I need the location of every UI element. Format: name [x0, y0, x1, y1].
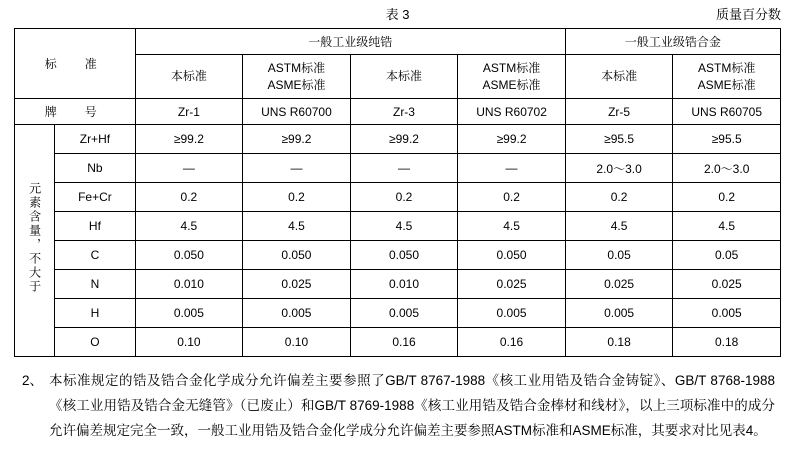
table-row	[15, 328, 781, 357]
table-row	[15, 125, 781, 154]
cell-value: 0.16	[350, 328, 458, 357]
cell-value: 0.2	[243, 183, 351, 212]
element-content-label	[15, 125, 55, 357]
cell-value: 0.18	[673, 328, 781, 357]
cell-value: 4.5	[673, 212, 781, 241]
cell-value: 0.2	[458, 183, 566, 212]
cell-value: 0.16	[458, 328, 566, 357]
cell-value: 0.05	[673, 241, 781, 270]
table-caption-title: 表 3	[385, 7, 410, 22]
cell-value: 0.005	[565, 299, 673, 328]
cell-value: 0.005	[135, 299, 243, 328]
cell-value: ≥95.5	[673, 125, 781, 154]
std-header-1-line1: 本标准	[170, 69, 207, 84]
footnote-text: 本标准规定的锆及锆合金化学成分允许偏差主要参照了GB/T 8767-1988《核工业用锆及锆合金铸锭》、GB/T 8768-1988《核工业用锆及锆合金无缝管》（已废止）和GB/T 8769-1988《核工业用锆及锆合金棒材和线材》，以上三项标准中的成分允许偏差规定完全一致，一般工业用锆及锆合金化学成分允许偏差主要参照ASTM标准和ASME标准，其要求对比见表4。	[49, 373, 775, 438]
header-standard-label: 标 准	[15, 29, 136, 99]
table-row	[15, 299, 781, 328]
cell-value: 0.18	[565, 328, 673, 357]
std-header-6-line1: ASTM标准	[698, 61, 756, 76]
cell-value: 0.010	[350, 270, 458, 299]
table-row	[15, 154, 781, 183]
header-brand-label: 牌 号	[15, 99, 136, 125]
cell-value: 0.05	[565, 241, 673, 270]
cell-value: 4.5	[350, 212, 458, 241]
group-header-pure-zr: 一般工业级纯锆	[135, 29, 565, 55]
std-header-2	[243, 55, 351, 99]
cell-value: ≥99.2	[458, 125, 566, 154]
cell-value: 0.050	[135, 241, 243, 270]
std-header-2-line1: ASTM标准	[267, 61, 326, 76]
cell-value: 0.005	[458, 299, 566, 328]
std-header-4-line1: ASTM标准	[482, 61, 541, 76]
cell-value: —	[458, 154, 566, 183]
table-caption-unit: 质量百分数	[715, 7, 781, 22]
std-header-6	[673, 55, 781, 99]
cell-value: 2.0～3.0	[673, 154, 781, 183]
cell-value: ≥95.5	[565, 125, 673, 154]
table-row-brands	[15, 99, 781, 125]
element-name: H	[55, 299, 135, 328]
cell-value: 0.2	[565, 183, 673, 212]
cell-value: ≥99.2	[135, 125, 243, 154]
cell-value: 0.025	[243, 270, 351, 299]
cell-value: —	[350, 154, 458, 183]
std-header-5	[565, 55, 673, 99]
std-header-4	[458, 55, 566, 99]
brand-value-3: Zr-3	[350, 99, 458, 125]
std-header-5-line1: 本标准	[601, 69, 638, 84]
element-name: Hf	[55, 212, 135, 241]
element-name: N	[55, 270, 135, 299]
brand-value-5: Zr-5	[565, 99, 673, 125]
cell-value: 2.0～3.0	[565, 154, 673, 183]
table-row	[15, 241, 781, 270]
cell-value: 0.025	[565, 270, 673, 299]
std-header-3-line1: 本标准	[385, 69, 422, 84]
cell-value: 0.10	[243, 328, 351, 357]
std-header-2-line2: ASME标准	[267, 77, 326, 92]
brand-value-1: Zr-1	[135, 99, 243, 125]
std-header-3	[350, 55, 458, 99]
table-caption	[14, 0, 781, 24]
cell-value: 0.2	[135, 183, 243, 212]
cell-value: 0.050	[458, 241, 566, 270]
cell-value: ≥99.2	[243, 125, 351, 154]
cell-value: 0.005	[243, 299, 351, 328]
element-name: Nb	[55, 154, 135, 183]
element-name: C	[55, 241, 135, 270]
footnote-number: 2、	[22, 373, 44, 388]
element-name: Zr+Hf	[55, 125, 135, 154]
cell-value: 4.5	[565, 212, 673, 241]
cell-value: 4.5	[135, 212, 243, 241]
cell-value: 0.005	[673, 299, 781, 328]
cell-value: 0.10	[135, 328, 243, 357]
cell-value: 0.050	[243, 241, 351, 270]
cell-value: 0.010	[135, 270, 243, 299]
cell-value: —	[243, 154, 351, 183]
cell-value: 0.050	[350, 241, 458, 270]
element-name: O	[55, 328, 135, 357]
std-header-1	[135, 55, 243, 99]
table-row	[15, 270, 781, 299]
cell-value: 0.2	[350, 183, 458, 212]
spec-table	[14, 28, 781, 357]
brand-value-2: UNS R60700	[243, 99, 351, 125]
brand-value-4: UNS R60702	[458, 99, 566, 125]
cell-value: 0.025	[673, 270, 781, 299]
cell-value: 4.5	[243, 212, 351, 241]
cell-value: 0.005	[350, 299, 458, 328]
std-header-6-line2: ASME标准	[697, 77, 756, 92]
group-header-zr-alloy: 一般工业级锆合金	[565, 29, 780, 55]
element-content-label-text: 元素含量，不大于	[27, 182, 42, 295]
cell-value: 0.2	[673, 183, 781, 212]
table-row	[15, 212, 781, 241]
std-header-4-line2: ASME标准	[482, 77, 541, 92]
brand-value-6: UNS R60705	[673, 99, 781, 125]
cell-value: 0.025	[458, 270, 566, 299]
cell-value: ≥99.2	[350, 125, 458, 154]
cell-value: 4.5	[458, 212, 566, 241]
footnote	[14, 369, 781, 444]
element-name: Fe+Cr	[55, 183, 135, 212]
table-row	[15, 183, 781, 212]
cell-value: —	[135, 154, 243, 183]
table-header-groups	[15, 29, 781, 55]
